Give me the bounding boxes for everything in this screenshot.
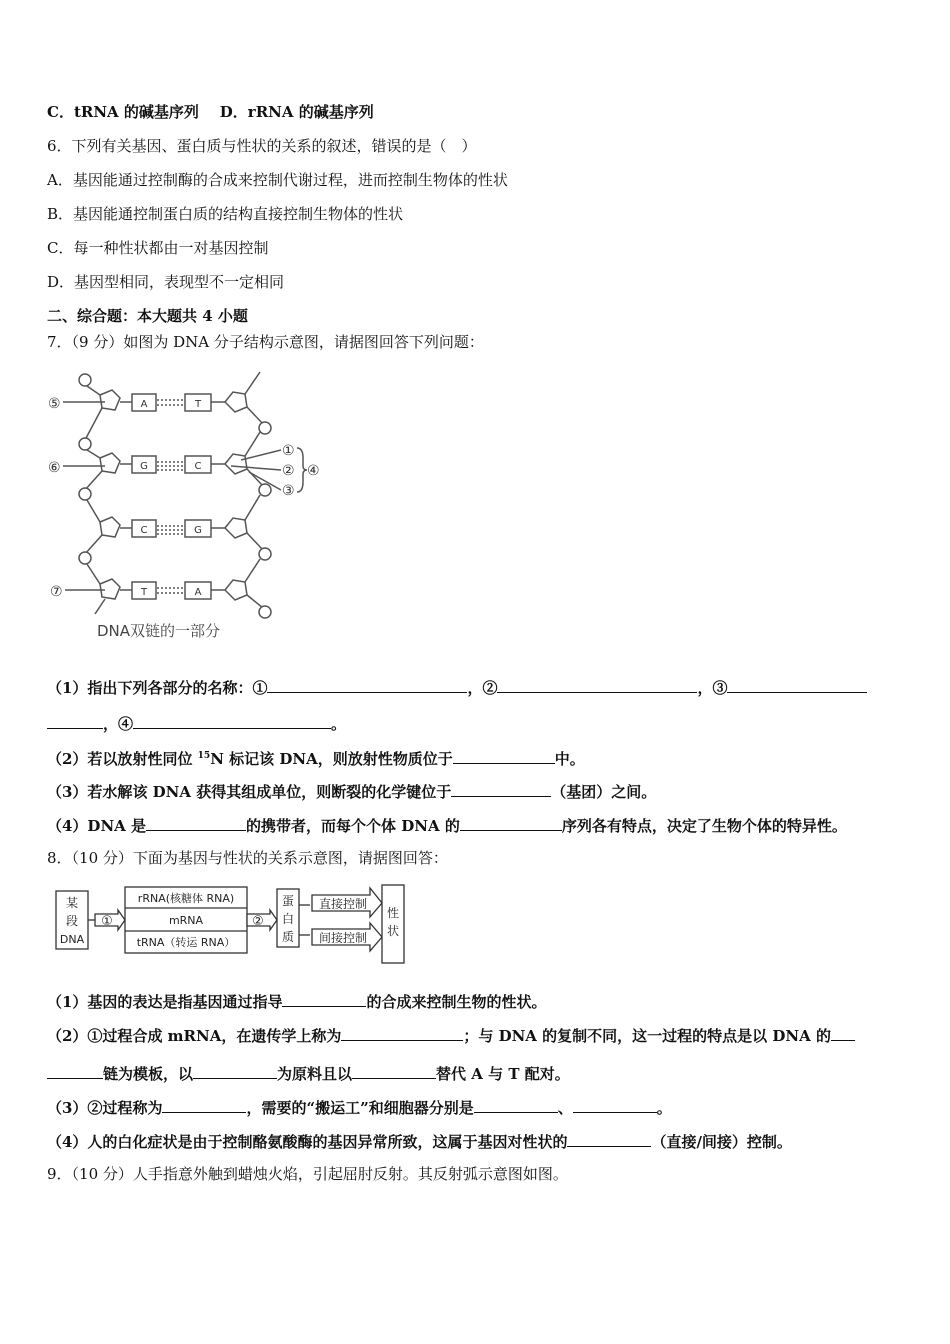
q7-p3-text-b: （基团）之间。 (551, 783, 657, 801)
q7-p4-text-a: （4）DNA 是 (47, 817, 147, 835)
answer-blank[interactable] (352, 1062, 436, 1079)
q7-part-4 (47, 814, 847, 836)
q8-p4-text-a: （4）人的白化症状是由于控制酪氨酸酶的基因异常所致，这属于基因对性状的 (47, 1133, 568, 1151)
q8-p2-text-b: ；与 DNA 的复制不同，这一过程的特点是以 DNA 的 (463, 1027, 831, 1045)
gene-trait-figure (52, 883, 412, 968)
q7-part-2 (47, 746, 585, 769)
label-7: ⑦ (50, 584, 63, 600)
isotope-superscript: 15 (197, 751, 211, 761)
answer-blank[interactable] (133, 712, 331, 729)
q7-p4-text-b: 的携带者，而每个个体 DNA 的 (246, 817, 460, 835)
answer-blank[interactable] (341, 1024, 463, 1041)
trait-line-2: 状 (386, 924, 400, 938)
label-3: ③ (282, 483, 295, 499)
label-2: ② (282, 463, 295, 479)
answer-blank[interactable] (474, 1096, 558, 1113)
dna-figure-caption: DNA双链的一部分 (97, 622, 221, 640)
q7-part-1-cont (47, 712, 346, 734)
q6-stem: 6．下列有关基因、蛋白质与性状的关系的叙述，错误的是（ ） (47, 137, 477, 155)
mrna-row: mRNA (168, 914, 204, 927)
label-4: ④ (307, 463, 320, 479)
q8-part-4 (47, 1130, 792, 1152)
base-left-1: A (140, 399, 148, 410)
dna-box-line-3: DNA (59, 933, 85, 946)
q8-p3-text-d: 。 (656, 1099, 672, 1117)
answer-blank[interactable] (460, 814, 562, 831)
q8-p4-text-b: （直接/间接）控制。 (651, 1133, 792, 1151)
q5-option-c: C．tRNA 的碱基序列 (47, 103, 199, 121)
answer-blank[interactable] (282, 990, 366, 1007)
base-left-4: T (140, 587, 148, 598)
label-1: ① (282, 443, 295, 459)
q7-p2-text-a: （2）若以放射性同位 (47, 750, 198, 768)
q7-p1-text-b: ，② (467, 679, 498, 697)
answer-blank[interactable] (727, 676, 867, 693)
q5-options-cd (47, 102, 374, 122)
dna-box-line-1: 某 (65, 896, 79, 910)
q7-part-1 (47, 676, 867, 698)
q8-part-1 (47, 990, 546, 1012)
answer-blank[interactable] (193, 1062, 277, 1079)
base-right-4: A (194, 587, 202, 598)
answer-blank[interactable] (567, 1130, 651, 1147)
q7-p3-text-a: （3）若水解该 DNA 获得其组成单位，则断裂的化学键位于 (47, 783, 452, 801)
q8-part-2-cont (47, 1062, 570, 1084)
answer-blank[interactable] (497, 676, 697, 693)
q8-p3-text-c: 、 (557, 1099, 573, 1117)
q7-p1-text-c: ，③ (697, 679, 728, 697)
q6-option-c: C．每一种性状都由一对基因控制 (47, 239, 269, 257)
answer-blank[interactable] (831, 1024, 855, 1041)
section-heading: 二、综合题：本大题共 4 小题 (47, 307, 248, 325)
q8-p2-text-d: 为原料且以 (277, 1065, 353, 1083)
trait-line-1: 性 (386, 906, 400, 920)
base-right-3: G (194, 525, 202, 536)
label-6: ⑥ (48, 460, 61, 476)
trna-row: tRNA（转运 RNA） (136, 936, 236, 949)
q8-p2-text-c: 链为模板，以 (103, 1065, 194, 1083)
q5-option-d: D．rRNA 的碱基序列 (219, 103, 374, 121)
step-1-label: ① (101, 914, 113, 929)
q8-p1-text-b: 的合成来控制生物的性状。 (366, 993, 547, 1011)
answer-blank[interactable] (146, 814, 246, 831)
q9-stem: 9．（10 分）人手指意外触到蜡烛火焰，引起屈肘反射。其反射弧示意图如图。 (47, 1165, 568, 1183)
q8-stem: 8．（10 分）下面为基因与性状的关系示意图，请据图回答： (47, 849, 448, 867)
q7-p1-text-d: ，④ (103, 715, 134, 733)
answer-blank[interactable] (162, 1096, 246, 1113)
label-5: ⑤ (48, 396, 61, 412)
answer-blank[interactable] (47, 712, 103, 729)
rrna-row: rRNA(核糖体 RNA) (137, 892, 235, 905)
protein-line-3: 质 (281, 930, 295, 944)
answer-blank[interactable] (573, 1096, 657, 1113)
q8-p2-text-a: （2）①过程合成 mRNA，在遗传学上称为 (47, 1027, 342, 1045)
q8-p3-text-a: （3）②过程称为 (47, 1099, 163, 1117)
base-right-2: C (194, 461, 202, 472)
q7-p1-text-e: 。 (331, 715, 347, 733)
q8-part-3 (47, 1096, 672, 1118)
q7-p1-text-a: （1）指出下列各部分的名称：① (47, 679, 268, 697)
base-left-3: C (140, 525, 148, 536)
q6-option-b: B．基因能通控制蛋白质的结构直接控制生物体的性状 (47, 205, 404, 223)
indirect-control-label: 间接控制 (318, 931, 368, 945)
base-right-1: T (194, 399, 202, 410)
q8-p3-text-b: ，需要的“搬运工”和细胞器分别是 (246, 1099, 474, 1117)
direct-control-label: 直接控制 (318, 897, 368, 911)
protein-line-1: 蛋 (281, 894, 295, 908)
q7-part-3 (47, 780, 656, 802)
q8-p1-text-a: （1）基因的表达是指基因通过指导 (47, 993, 283, 1011)
protein-line-2: 白 (281, 912, 295, 926)
base-left-2: G (140, 461, 148, 472)
q7-p4-text-c: 序列各有特点，决定了生物个体的特异性。 (561, 817, 847, 835)
q7-stem: 7．（9 分）如图为 DNA 分子结构示意图，请据图回答下列问题： (47, 333, 484, 351)
answer-blank[interactable] (47, 1062, 103, 1079)
q6-option-d: D．基因型相同，表现型不一定相同 (47, 273, 285, 291)
q7-p2-text-c: 中。 (554, 750, 585, 768)
q8-part-2 (47, 1024, 855, 1046)
answer-blank[interactable] (453, 747, 555, 764)
answer-blank[interactable] (267, 676, 467, 693)
q8-p2-text-e: 替代 A 与 T 配对。 (436, 1065, 570, 1083)
step-2-label: ② (252, 914, 264, 929)
dna-structure-figure (45, 362, 335, 647)
dna-box-line-2: 段 (65, 914, 79, 928)
q7-p2-text-b: N 标记该 DNA，则放射性物质位于 (210, 750, 453, 768)
q6-option-a: A．基因能通过控制酶的合成来控制代谢过程，进而控制生物体的性状 (47, 171, 508, 189)
answer-blank[interactable] (451, 780, 551, 797)
